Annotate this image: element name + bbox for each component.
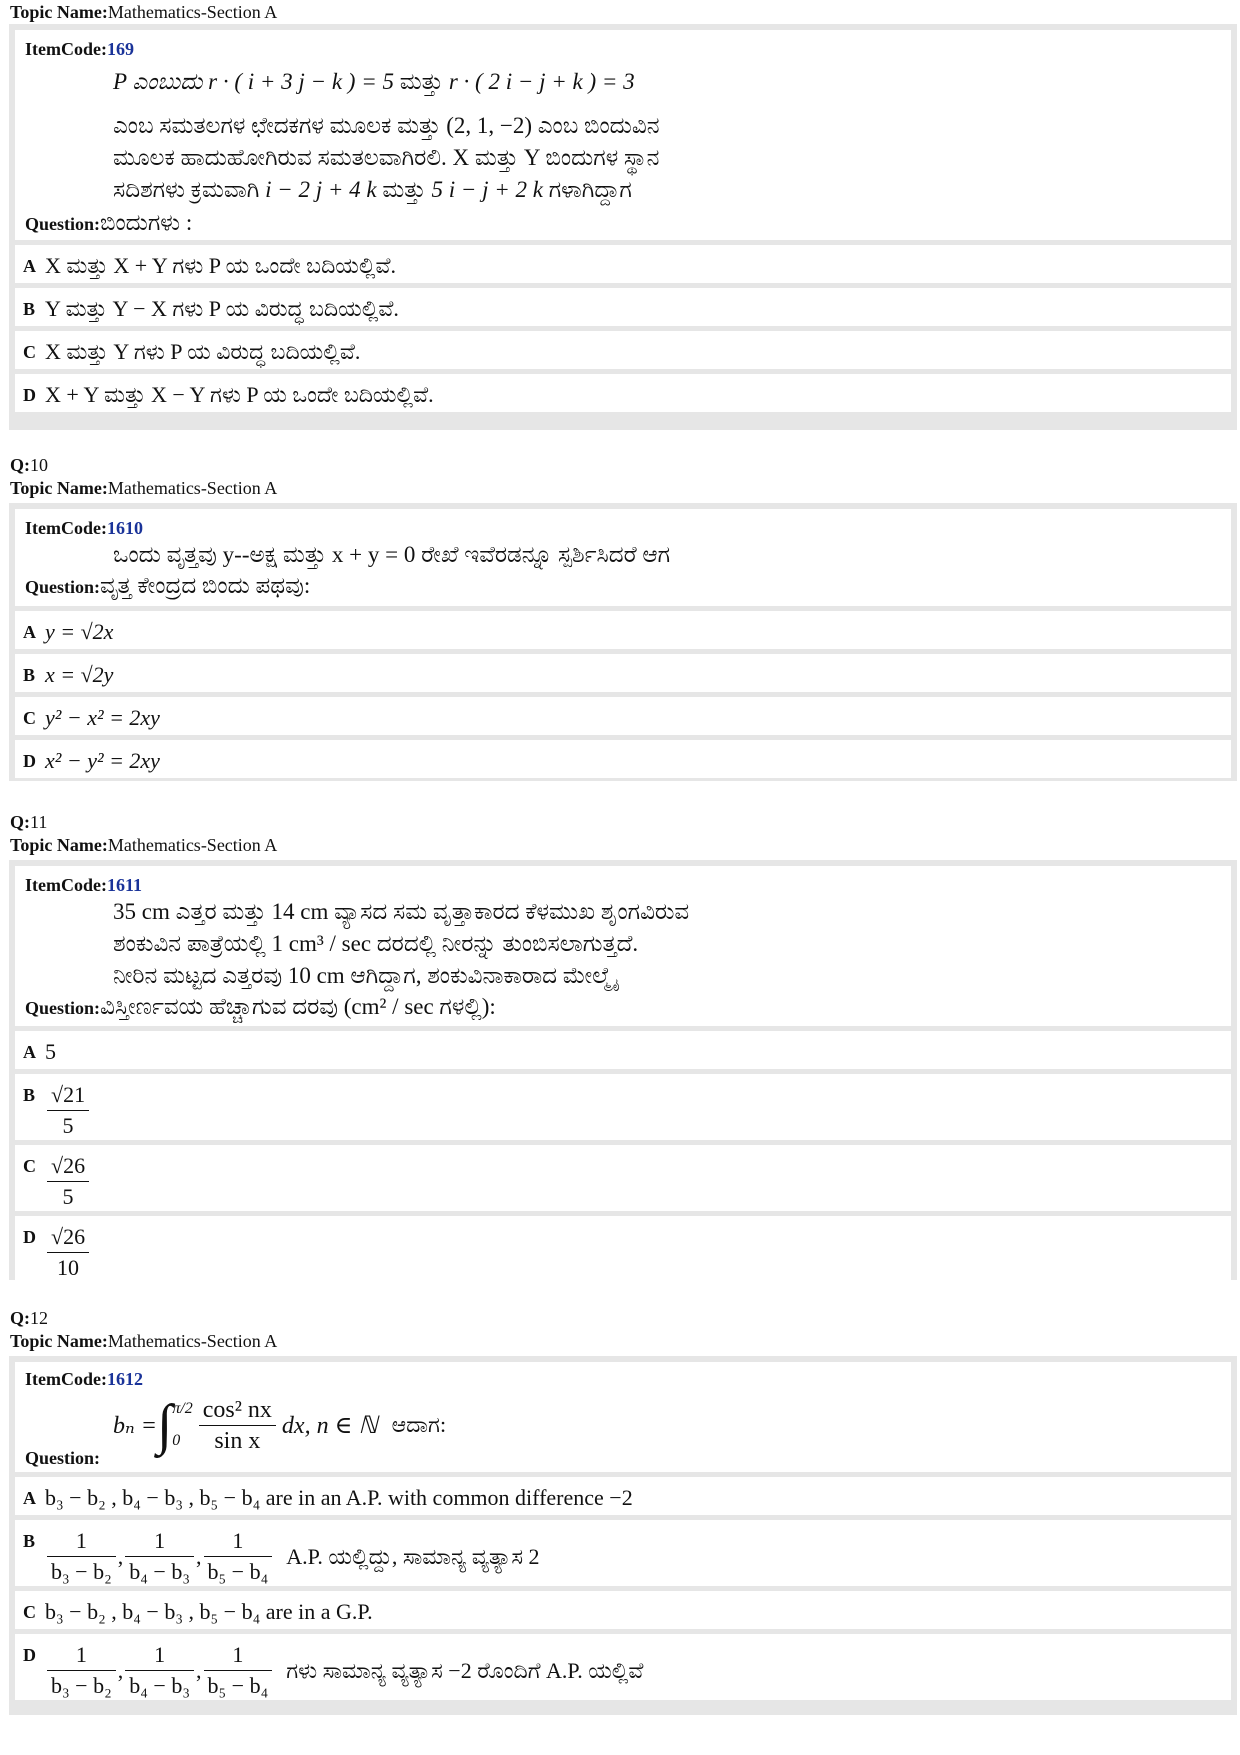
option-text: Y ಮತ್ತು Y − X ಗಳು P ಯ ವಿರುದ್ಧ ಬದಿಯಲ್ಲಿವೆ. [45, 296, 399, 321]
option-d[interactable]: D x² − y² = 2xy [15, 740, 1231, 778]
stem-text: ಮತ್ತು [399, 69, 444, 94]
item-code: ItemCode:1611 [25, 875, 142, 895]
option-d[interactable]: D X + Y ಮತ್ತು X − Y ಗಳು P ಯ ಒಂದೇ ಬದಿಯಲ್ಲಿವೆ. [15, 374, 1231, 412]
topic-line: Topic Name:Mathematics-Section A [10, 478, 278, 498]
option-text: b₃ − b₂ , b₄ − b₃ , b₅ − b₄ are in a G.P. [45, 1599, 373, 1624]
topic-name: Mathematics-Section A [107, 1331, 278, 1351]
option-c[interactable]: C X ಮತ್ತು Y ಗಳು P ಯ ವಿರುದ್ಧ ಬದಿಯಲ್ಲಿವೆ. [15, 331, 1231, 369]
item-code-value: 1611 [106, 875, 142, 895]
plane-equation-1: r · ( i + 3 j − k ) = 5 [208, 69, 394, 94]
stem-line: ಎಂಬ ಸಮತಲಗಳ ಛೇದಕಗಳ ಮೂಲಕ ಮತ್ತು (2, 1, −2) ಎಂಬ ಬಿಂದುವಿನ [113, 113, 660, 138]
question-label: Question: [25, 1448, 101, 1468]
question-stem [15, 509, 1231, 606]
option-text: x = √2y [45, 662, 114, 687]
question-box [9, 860, 1237, 1280]
stem-equations [113, 66, 1221, 98]
topic-line: Topic Name:Mathematics-Section A [10, 835, 278, 855]
question-box [9, 503, 1237, 781]
option-c[interactable]: C y² − x² = 2xy [15, 697, 1231, 735]
question-line [25, 571, 1221, 602]
plane-equation-2: r · ( 2 i − j + k ) = 3 [448, 69, 635, 94]
option-d[interactable]: D $\frac{√26}{10}$ [15, 1216, 1231, 1282]
topic-label: Topic Name: [10, 2, 108, 22]
question-label: Question: [25, 214, 101, 234]
stem-line: 35 cm ಎತ್ತರ ಮತ್ತು 14 cm ವ್ಯಾಸದ ಸಮ ವೃತ್ತಾಕಾರದ ಕೆಳಮುಖ ಶೃಂಗವಿರುವ [113, 899, 690, 924]
topic-line: Topic Name:Mathematics-Section A [10, 1331, 278, 1351]
position-vector-x: i − 2 j + 4 k [265, 177, 377, 202]
option-b[interactable]: B $\frac{1}{\text{b₃ − b₂}}$ , $\frac{1}{\text{b₄ − b₃}}$ , $\frac{1}{\text{b₅ − b₄}}$ A.P. ಯಲ್ಲಿದ್ದು, ಸಾಮಾನ್ಯ ವ್ಯತ್ಯಾಸ 2 [15, 1520, 1231, 1586]
question-line [25, 208, 1221, 239]
topic-name: Mathematics-Section A [107, 478, 278, 498]
question-text: ಬಿಂದುಗಳು : [100, 210, 193, 235]
option-text: X ಮತ್ತು Y ಗಳು P ಯ ವಿರುದ್ಧ ಬದಿಯಲ್ಲಿವೆ. [45, 339, 361, 364]
position-vector-y: 5 i − j + 2 k [431, 177, 543, 202]
option-text: y² − x² = 2xy [45, 705, 160, 730]
option-text: X ಮತ್ತು X + Y ಗಳು P ಯ ಒಂದೇ ಬದಿಯಲ್ಲಿವೆ. [45, 253, 396, 278]
option-a[interactable]: A 5 [15, 1031, 1231, 1069]
option-a[interactable]: A X ಮತ್ತು X + Y ಗಳು P ಯ ಒಂದೇ ಬದಿಯಲ್ಲಿವೆ. [15, 245, 1231, 283]
item-code: ItemCode:169 [25, 39, 134, 59]
question-box [9, 24, 1237, 430]
option-b[interactable]: B $\frac{√21}{5}$ [15, 1074, 1231, 1140]
option-content: $\frac{1}{\text{b₃ − b₂}}$ , $\frac{1}{\text{b₄ − b₃}}$ , $\frac{1}{\text{b₅ − b₄}}$ A.P. ಯಲ್ಲಿದ್ದು, ಸಾಮಾನ್ಯ ವ್ಯತ್ಯಾಸ 2 [45, 1526, 540, 1587]
question-label: Question: [25, 577, 101, 597]
stem-line: ಸದಿಶಗಳು ಕ್ರಮವಾಗಿ i − 2 j + 4 k ಮತ್ತು 5 i − j + 2 k ಗಳಾಗಿದ್ದಾಗ [113, 177, 632, 202]
option-fraction: $\frac{√26}{10}$ [47, 1222, 89, 1283]
option-a[interactable]: A y = √2x [15, 611, 1231, 649]
question-label: Question: [25, 998, 101, 1018]
question-text: ವಿಸ್ತೀರ್ಣವಯ ಹೆಚ್ಚಾಗುವ ದರವು (cm² / sec ಗಳಲ್ಲಿ): [100, 994, 496, 1019]
stem-line: ಮೂಲಕ ಹಾದುಹೋಗಿರುವ ಸಮತಲವಾಗಿರಲಿ. X ಮತ್ತು Y ಬಿಂದುಗಳ ಸ್ಥಾನ [113, 145, 660, 170]
option-text: y = √2x [45, 619, 114, 644]
topic-name: Mathematics-Section A [107, 835, 278, 855]
item-code-value: 1610 [106, 518, 143, 538]
question-stem [15, 1362, 1231, 1472]
item-code-value: 1612 [106, 1369, 143, 1389]
question-box [9, 1356, 1237, 1715]
stem-text: P ಎಂಬುದು [113, 69, 203, 94]
option-text: ಗಳು ಸಾಮಾನ್ಯ ವ್ಯತ್ಯಾಸ −2 ರೊಂದಿಗೆ A.P. ಯಲ್ಲಿವೆ [286, 1657, 644, 1683]
integral-definition: bₙ = ∫ π/2 0 $\frac{\text{cos² nx}}{\text{sin x}}$ dx, n ∈ ℕ ಆದಾಗ: [113, 1394, 447, 1456]
topic-line [10, 2, 277, 22]
option-fraction: $\frac{√26}{5}$ [47, 1151, 89, 1212]
topic-name: Mathematics-Section A [107, 2, 278, 22]
stem-line: ನೀರಿನ ಮಟ್ಟದ ಎತ್ತರವು 10 cm ಆಗಿದ್ದಾಗ, ಶಂಕುವಿನಾಕಾರಾದ ಮೇಲ್ಮೈ [113, 963, 615, 988]
item-code-value: 169 [106, 39, 134, 59]
question-number: Q:10 [10, 455, 48, 475]
option-text: A.P. ಯಲ್ಲಿದ್ದು, ಸಾಮಾನ್ಯ ವ್ಯತ್ಯಾಸ 2 [286, 1543, 540, 1569]
question-stem [15, 30, 1231, 240]
option-c[interactable]: C b₃ − b₂ , b₄ − b₃ , b₅ − b₄ are in a G.P. [15, 1591, 1231, 1629]
option-b[interactable]: B x = √2y [15, 654, 1231, 692]
stem-line: ಶಂಕುವಿನ ಪಾತ್ರೆಯಲ್ಲಿ 1 cm³ / sec ದರದಲ್ಲಿ ನೀರನ್ನು ತುಂಬಿಸಲಾಗುತ್ತದೆ. [113, 931, 639, 956]
question-number: Q:11 [10, 812, 48, 832]
option-text: 5 [45, 1039, 56, 1064]
item-code: ItemCode:1610 [25, 518, 143, 538]
option-d[interactable]: D $\frac{1}{\text{b₃ − b₂}}$ , $\frac{1}{\text{b₄ − b₃}}$ , $\frac{1}{\text{b₅ − b₄}}$ ಗಳು ಸಾಮಾನ್ಯ ವ್ಯತ್ಯಾಸ −2 ರೊಂದಿಗೆ A.P. ಯಲ್ಲಿವೆ [15, 1634, 1231, 1700]
option-content: $\frac{1}{\text{b₃ − b₂}}$ , $\frac{1}{\text{b₄ − b₃}}$ , $\frac{1}{\text{b₅ − b₄}}$ ಗಳು ಸಾಮಾನ್ಯ ವ್ಯತ್ಯಾಸ −2 ರೊಂದಿಗೆ A.P. ಯಲ್ಲಿವೆ [45, 1640, 643, 1701]
option-fraction: $\frac{√21}{5}$ [47, 1080, 89, 1141]
question-line [25, 992, 1221, 1023]
question-stem [15, 866, 1231, 1026]
question-number: Q:12 [10, 1308, 48, 1328]
question-text: ವೃತ್ತ ಕೇಂದ್ರದ ಬಿಂದು ಪಥವು: [100, 573, 311, 598]
item-code: ItemCode:1612 [25, 1369, 143, 1389]
option-text: X + Y ಮತ್ತು X − Y ಗಳು P ಯ ಒಂದೇ ಬದಿಯಲ್ಲಿವೆ. [45, 382, 434, 407]
option-c[interactable]: C $\frac{√26}{5}$ [15, 1145, 1231, 1211]
option-a[interactable]: A b₃ − b₂ , b₄ − b₃ , b₅ − b₄ are in an A.P. with common difference −2 [15, 1477, 1231, 1515]
option-b[interactable]: B Y ಮತ್ತು Y − X ಗಳು P ಯ ವಿರುದ್ಧ ಬದಿಯಲ್ಲಿವೆ. [15, 288, 1231, 326]
option-text: b₃ − b₂ , b₄ − b₃ , b₅ − b₄ are in an A.P. with common difference −2 [45, 1485, 633, 1510]
stem-line: ಒಂದು ವೃತ್ತವು y--ಅಕ್ಷ ಮತ್ತು x + y = 0 ರೇಖೆ ಇವೆರಡನ್ನೂ ಸ್ಪರ್ಶಿಸಿದರೆ ಆಗ [113, 542, 671, 567]
option-text: x² − y² = 2xy [45, 748, 160, 773]
